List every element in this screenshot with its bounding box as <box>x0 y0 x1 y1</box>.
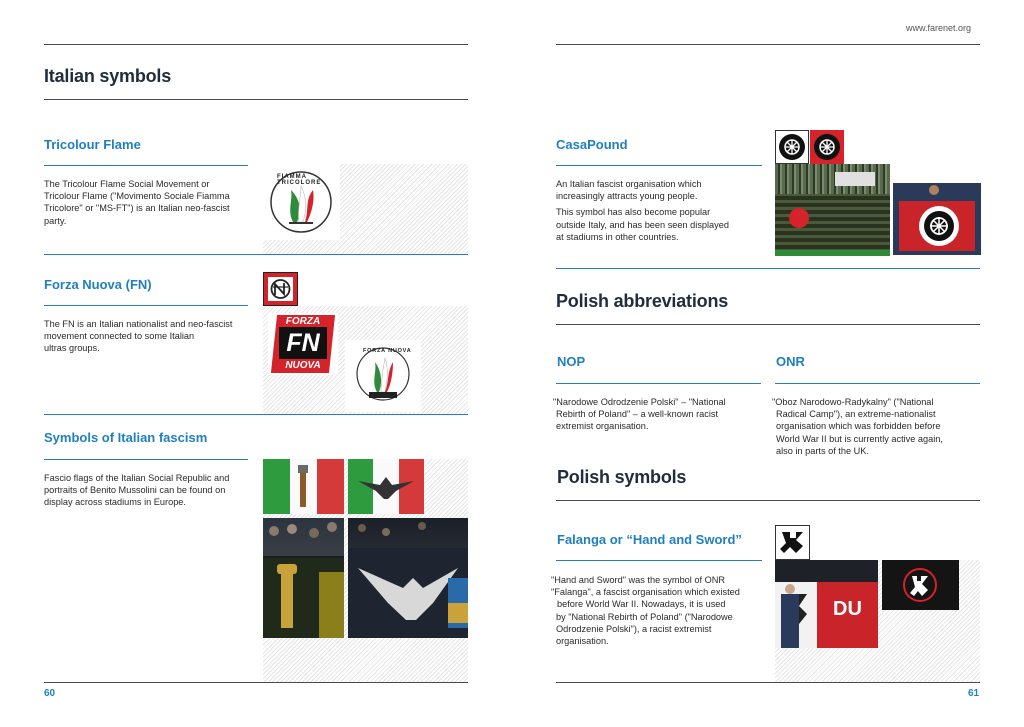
fascism-description: Fascio flags of the Italian Social Republic and portraits of Benito Mussolini can be found on display across stadiums in Europe. <box>44 473 230 508</box>
page-number-left: 60 <box>44 688 56 699</box>
header-url: www.farenet.org <box>906 23 972 33</box>
falanga-symbol <box>775 525 810 560</box>
heading-rule <box>556 165 762 166</box>
tricolour-flame-logo <box>263 164 340 240</box>
heading-rule <box>44 305 248 306</box>
forza-nuova-logo <box>268 313 338 375</box>
top-rule-right <box>556 44 980 45</box>
heading-rule <box>775 383 980 384</box>
heading-rule <box>556 560 762 561</box>
title-rule <box>556 500 980 501</box>
heading-casapound: CasaPound <box>556 137 628 152</box>
page-title-italian-symbols: Italian symbols <box>44 66 172 86</box>
falanga-banner-text: DU <box>833 598 862 620</box>
page-title-polish-symbols: Polish symbols <box>557 467 687 487</box>
heading-forza-nuova: Forza Nuova (FN) <box>44 277 152 292</box>
heading-rule <box>44 165 248 166</box>
casapound-stadium-crowd-photo <box>775 164 890 256</box>
top-rule-left <box>44 44 468 45</box>
bottom-rule-left <box>44 682 468 683</box>
page-title-polish-abbreviations: Polish abbreviations <box>556 291 729 311</box>
heading-symbols-italian-fascism: Symbols of Italian fascism <box>44 430 208 445</box>
nop-description: "Narodowe Odrodzenie Polski" – "National Rebirth of Poland" – a well-known racist extremist organisation. <box>553 397 726 432</box>
heading-falanga: Falanga or “Hand and Sword” <box>557 532 742 547</box>
forza-nuova-description: The FN is an Italian nationalist and neo-fascist movement connected to some Italian ultras groups. <box>44 319 233 354</box>
heading-rule <box>556 383 761 384</box>
casapound-symbol-red <box>810 130 844 164</box>
heading-rule <box>44 459 248 460</box>
falanga-stadium-banner-photo <box>775 560 878 648</box>
heading-onr: ONR <box>776 354 805 369</box>
section-rule <box>556 268 980 269</box>
bottom-rule-right <box>556 682 980 683</box>
forza-logo-bottom: NUOVA <box>285 360 321 371</box>
falanga-description: "Hand and Sword" was the symbol of ONR "Falanga", a fascist organisation which existed before World War II. Nowadays, it is used by "National Rebirth of Poland" ("Narodowe Odrodzenie Polski"), a racist extremist organisation. <box>551 575 740 647</box>
casapound-symbol-white <box>775 130 809 164</box>
italian-social-republic-fascio-flag <box>263 459 344 514</box>
forza-logo-top: FORZA <box>285 316 321 327</box>
casapound-description: An Italian fascist organisation which increasingly attracts young people. This symbol has also become popular outside Italy, and has been seen displayed at stadiums in other countries. <box>556 179 729 242</box>
falanga-flag-photo <box>882 560 959 610</box>
italian-eagle-flag <box>348 459 424 514</box>
title-rule <box>556 324 980 325</box>
forza-nuova-small-symbol <box>263 272 298 306</box>
heading-nop: NOP <box>557 354 586 369</box>
onr-description: "Oboz Narodowo-Radykalny" ("National Radical Camp"), an extreme-nationalist organisation which was forbidden before World War II but is currently active again, also in parts of the UK. <box>772 397 943 456</box>
page-number-right: 61 <box>968 688 980 699</box>
stadium-mussolini-banner-photo <box>263 518 344 638</box>
tricolour-logo-text: FIAMMA TRICOLORE <box>277 174 322 186</box>
tricolour-description: The Tricolour Flame Social Movement or Tricolour Flame ("Movimento Sociale Fiamma Tricolore" or "MS-FT") is an Italian neo-fascist party. <box>44 179 230 226</box>
title-rule-left <box>44 99 468 100</box>
forza-badge-text: FORZA NUOVA <box>363 348 412 354</box>
section-rule <box>44 414 468 415</box>
casapound-flag-photo <box>893 183 981 255</box>
forza-logo-mid: FN <box>279 327 327 359</box>
stadium-eagle-flag-photo <box>348 518 468 638</box>
section-rule <box>44 254 468 255</box>
heading-tricolour-flame: Tricolour Flame <box>44 137 141 152</box>
forza-nuova-badge <box>345 340 421 412</box>
